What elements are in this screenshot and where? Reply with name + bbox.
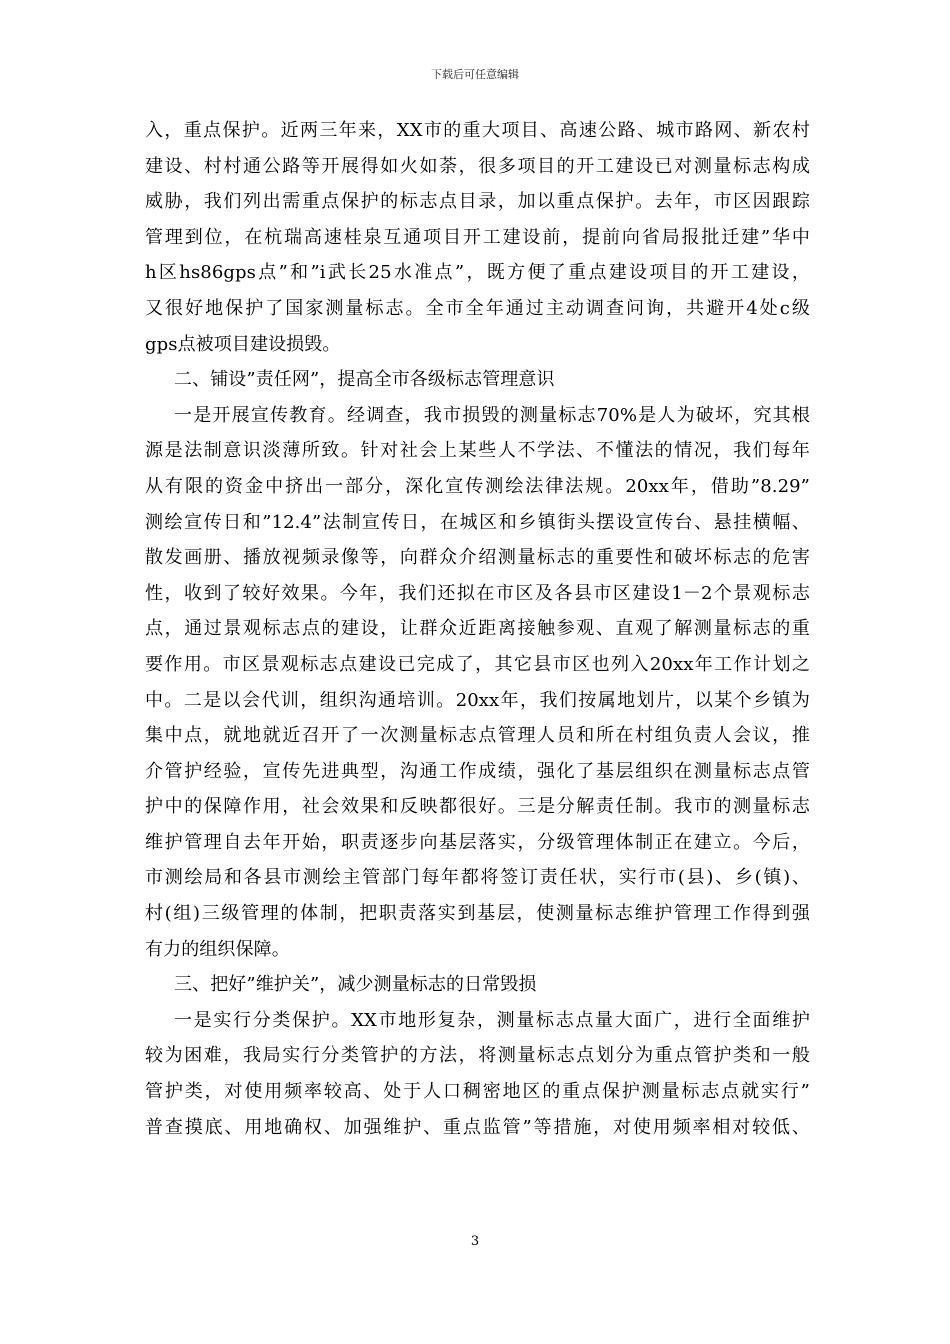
text-line: 一是开展宣传教育。经调查，我市损毁的测量标志70%是人为破坏，究其根: [174, 404, 810, 426]
text-line: gps点被项目建设损毁。: [145, 333, 341, 355]
text-line: 村(组)三级管理的体制，把职责落实到基层，使测量标志维护管理工作得到强: [145, 903, 810, 925]
text-line: 威胁，我们列出需重点保护的标志点目录，加以重点保护。去年，市区因跟踪: [145, 191, 810, 213]
text-line: 建设、村村通公路等开展得如火如荼，很多项目的开工建设已对测量标志构成: [145, 155, 810, 177]
text-line: 点，通过景观标志点的建设，让群众近距离接触参观、直观了解测量标志的重: [145, 618, 810, 640]
text-line: 较为困难，我局实行分类管护的方法，将测量标志点划分为重点管护类和一般: [145, 1045, 810, 1067]
text-line: 维护管理自去年开始，职责逐步向基层落实，分级管理体制正在建立。今后，: [145, 831, 810, 853]
text-line: 介管护经验，宣传先进典型，沟通工作成绩，强化了基层组织在测量标志点管: [145, 760, 810, 782]
section-heading: 三、把好”维护关”，减少测量标志的日常毁损: [174, 974, 537, 996]
text-line: 管理到位，在杭瑞高速桂泉互通项目开工建设前，提前向省局报批迁建”华中: [145, 226, 810, 248]
text-line: 管护类，对使用频率较高、处于人口稠密地区的重点保护测量标志点就实行”: [145, 1081, 810, 1103]
text-line: 有力的组织保障。: [145, 938, 290, 960]
text-line: 测绘宣传日和”12.4”法制宣传日，在城区和乡镇街头摆设宣传台、悬挂横幅、: [145, 511, 810, 533]
text-line: 性，收到了较好效果。今年，我们还拟在市区及各县市区建设1－2个景观标志: [145, 582, 810, 604]
page-header: 下载后可任意编辑: [431, 68, 519, 81]
text-line: 普查摸底、用地确权、加强维护、重点监管”等措施，对使用频率相对较低、: [145, 1116, 810, 1138]
text-line: 从有限的资金中挤出一部分，深化宣传测绘法律法规。20xx年，借助”8.29”: [145, 475, 810, 497]
text-line: 中。二是以会代训，组织沟通培训。20xx年，我们按属地划片，以某个乡镇为: [145, 689, 810, 711]
text-line: 要作用。市区景观标志点建设已完成了，其它县市区也列入20xx年工作计划之: [145, 653, 810, 675]
text-line: 市测绘局和各县市测绘主管部门每年都将签订责任状，实行市(县)、乡(镇)、: [145, 867, 810, 889]
text-line: 护中的保障作用，社会效果和反映都很好。三是分解责任制。我市的测量标志: [145, 796, 810, 818]
text-line: 一是实行分类保护。XX市地形复杂，测量标志点量大面广，进行全面维护: [174, 1009, 810, 1031]
text-line: 散发画册、播放视频录像等，向群众介绍测量标志的重要性和破坏标志的危害: [145, 547, 810, 569]
text-line: 源是法制意识淡薄所致。针对社会上某些人不学法、不懂法的情况，我们每年: [145, 440, 810, 462]
page-number: 3: [470, 1234, 480, 1249]
text-line: 又很好地保护了国家测量标志。全市全年通过主动调查问询，共避开4处c级: [145, 297, 810, 319]
text-line: 入，重点保护。近两三年来，XX市的重大项目、高速公路、城市路网、新农村: [145, 120, 810, 141]
document-body: [145, 113, 810, 1145]
text-line: h区hs86gps点”和”i武长25水准点”，既方便了重点建设项目的开工建设，: [145, 262, 810, 284]
section-heading: 二、铺设”责任网”，提高全市各级标志管理意识: [174, 369, 555, 391]
text-line: 集中点，就地就近召开了一次测量标志点管理人员和所在村组负责人会议，推: [145, 725, 810, 747]
